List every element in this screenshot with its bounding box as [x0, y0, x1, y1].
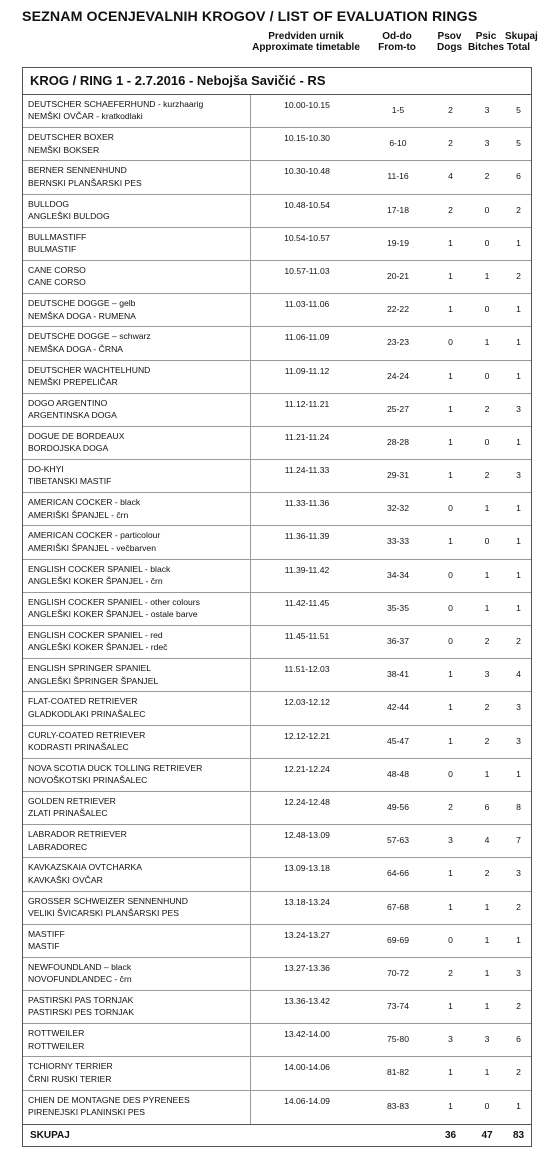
table-row: [23, 825, 531, 858]
breed-name-original: ENGLISH COCKER SPANIEL - other colours: [28, 596, 200, 607]
timetable-cell: 11.24-11.33: [284, 465, 330, 476]
bitches-cell: 2: [484, 702, 490, 713]
bitches-cell: 2: [484, 470, 490, 481]
from-to-cell: 83-83: [387, 1100, 409, 1111]
breed-cell: [23, 958, 251, 990]
table-row: [23, 925, 531, 958]
from-to-cell: 57-63: [387, 835, 409, 846]
bitches-cell: 1: [484, 934, 490, 945]
breed-name-original: DEUTSCHER SCHAEFERHUND - kurzhaarig: [28, 99, 204, 109]
total-cell: 3: [516, 403, 521, 414]
timetable-cell: 13.27-13.36: [284, 962, 330, 973]
breed-name-original: BERNER SENNENHUND: [28, 165, 127, 176]
from-to-cell: 28-28: [387, 436, 409, 447]
dogs-cell: 2: [448, 801, 453, 812]
timetable-cell: 11.45-11.51: [284, 631, 330, 641]
timetable-cell: 11.39-11.42: [284, 564, 330, 575]
breed-name-slovene: ANGLEŠKI KOKER ŠPANJEL - ostale barve: [28, 609, 198, 620]
timetable-cell: 11.06-11.09: [284, 332, 330, 343]
table-row: [23, 958, 531, 991]
bitches-cell: 1: [484, 602, 490, 613]
breed-name-original: FLAT-COATED RETRIEVER: [28, 696, 138, 707]
total-cell: 1: [516, 237, 521, 248]
breed-name-original: TCHIORNY TERRIER: [28, 1061, 113, 1072]
breed-name-original: ROTTWEILER: [28, 1028, 85, 1039]
table-row: [23, 726, 531, 759]
breed-cell: [23, 460, 251, 492]
timetable-cell: 11.42-11.45: [284, 597, 330, 608]
table-row: [23, 692, 531, 725]
breed-name-slovene: NEMŠKA DOGA - RUMENA: [28, 310, 136, 321]
bitches-cell: 0: [484, 370, 490, 381]
table-row: [23, 792, 531, 825]
breed-name-original: ENGLISH COCKER SPANIEL - black: [28, 563, 171, 574]
bitches-cell: 2: [484, 868, 490, 879]
bitches-cell: 0: [484, 304, 490, 315]
breed-name-original: GROSSER SCHWEIZER SENNENHUND: [28, 895, 188, 906]
timetable-cell: 13.24-13.27: [284, 929, 330, 940]
total-cell: 2: [516, 270, 521, 281]
from-to-cell: 64-66: [387, 868, 409, 879]
timetable-cell: 13.18-13.24: [284, 896, 330, 907]
breed-name-slovene: NEMŠKI BOKSER: [28, 144, 100, 155]
header-timetable: Predviden urnik Approximate timetable: [252, 31, 360, 53]
table-row: [23, 394, 531, 427]
breed-name-slovene: LABRADOREC: [28, 841, 88, 852]
total-cell: 3: [516, 470, 521, 481]
breed-name-original: DEUTSCHER BOXER: [28, 132, 114, 143]
breed-cell: [23, 1057, 251, 1089]
total-cell: 5: [516, 138, 521, 149]
breed-name-original: NOVA SCOTIA DUCK TOLLING RETRIEVER: [28, 762, 203, 773]
breed-cell: [23, 1091, 251, 1124]
total-cell: 3: [516, 868, 521, 879]
bitches-cell: 3: [484, 138, 490, 149]
timetable-cell: 12.48-13.09: [284, 830, 330, 841]
bitches-cell: 3: [484, 1034, 490, 1045]
total-cell: 3: [516, 735, 521, 746]
table-row: [23, 1024, 531, 1057]
bitches-cell: 1: [484, 1067, 490, 1078]
breed-name-original: DEUTSCHE DOGGE – schwarz: [28, 331, 151, 342]
timetable-cell: 11.09-11.12: [284, 365, 330, 376]
breed-name-original: BULLMASTIFF: [28, 231, 87, 242]
dogs-cell: 2: [448, 204, 453, 215]
breed-name-original: DEUTSCHER WACHTELHUND: [28, 364, 151, 375]
breed-name-slovene: MASTIF: [28, 941, 60, 952]
from-to-cell: 42-44: [387, 702, 409, 713]
breed-name-slovene: TIBETANSKI MASTIF: [28, 476, 112, 487]
total-cell: 2: [516, 204, 521, 215]
breed-name-slovene: NOVOFUNDLANDEC - črn: [28, 974, 132, 985]
bitches-cell: 0: [484, 237, 490, 248]
breed-name-original: CURLY-COATED RETRIEVER: [28, 729, 146, 740]
table-row: [23, 1057, 531, 1090]
totals-bitches: 47: [481, 1129, 493, 1141]
from-to-cell: 73-74: [387, 1001, 409, 1012]
breed-name-original: DEUTSCHE DOGGE – gelb: [28, 298, 136, 309]
breed-name-original: CHIEN DE MONTAGNE DES PYRENEES: [28, 1094, 190, 1105]
breed-name-original: GOLDEN RETRIEVER: [28, 795, 116, 806]
rings-table: [22, 67, 532, 1147]
timetable-cell: 11.51-12.03: [284, 664, 330, 675]
header-total: Skupaj Total: [505, 31, 538, 53]
breed-name-original: BULLDOG: [28, 198, 70, 209]
bitches-cell: 4: [484, 835, 490, 846]
from-to-cell: 67-68: [387, 901, 409, 912]
breed-name-slovene: GLADKODLAKI PRINAŠALEC: [28, 708, 146, 719]
table-row: [23, 759, 531, 792]
bitches-cell: 6: [484, 801, 490, 812]
breed-name-slovene: ANGLEŠKI KOKER ŠPANJEL - rdeč: [28, 642, 168, 653]
breed-cell: [23, 692, 251, 724]
dogs-cell: 1: [448, 237, 453, 248]
breed-name-slovene: BULMASTIF: [28, 244, 77, 255]
totals-total: 83: [512, 1129, 525, 1141]
breed-name-slovene: CANE CORSO: [28, 277, 86, 288]
breed-name-original: PASTIRSKI PAS TORNJAK: [28, 995, 134, 1006]
from-to-cell: 24-24: [387, 370, 409, 381]
table-row: [23, 991, 531, 1024]
table-row: [23, 294, 531, 327]
bitches-cell: 0: [484, 1100, 490, 1111]
breed-cell: [23, 394, 251, 426]
from-to-cell: 6-10: [389, 138, 407, 149]
breed-name-slovene: ZLATI PRINAŠALEC: [28, 808, 108, 819]
from-to-cell: 48-48: [387, 768, 409, 779]
breed-cell: [23, 759, 251, 791]
total-cell: 1: [516, 503, 521, 514]
breed-cell: [23, 825, 251, 857]
breed-name-slovene: NEMŠKA DOGA - ČRNA: [28, 343, 124, 354]
table-row: [23, 593, 531, 626]
dogs-cell: 1: [448, 1100, 453, 1111]
bitches-cell: 0: [484, 536, 490, 547]
breed-name-original: ENGLISH SPRINGER SPANIEL: [28, 663, 152, 674]
dogs-cell: 1: [448, 304, 453, 315]
breed-name-original: KAVKAZSKAIA OVTCHARKA: [28, 862, 142, 873]
dogs-cell: 0: [448, 337, 453, 348]
table-row: [23, 526, 531, 559]
dogs-cell: 0: [448, 569, 453, 580]
from-to-cell: 22-22: [387, 304, 409, 315]
breed-name-slovene: PASTIRSKI PES TORNJAK: [28, 1007, 135, 1018]
breed-name-original: AMERICAN COCKER - black: [28, 497, 141, 508]
breed-cell: [23, 128, 251, 160]
timetable-cell: 11.21-11.24: [284, 431, 330, 442]
dogs-cell: 3: [448, 835, 453, 846]
total-cell: 1: [516, 436, 521, 447]
breed-name-slovene: NEMŠKI PREPELIČAR: [28, 376, 118, 387]
table-row: [23, 626, 531, 659]
timetable-cell: 10.15-10.30: [284, 133, 330, 144]
breed-name-slovene: PIRENEJSKI PLANINSKI PES: [28, 1107, 146, 1118]
header-bitches: Psic Bitches: [467, 31, 505, 53]
from-to-cell: 19-19: [387, 237, 409, 248]
breed-cell: [23, 427, 251, 459]
total-cell: 1: [516, 768, 521, 779]
total-cell: 1: [516, 934, 521, 945]
timetable-cell: 10.54-10.57: [284, 232, 330, 243]
from-to-cell: 32-32: [387, 503, 409, 514]
from-to-cell: 70-72: [387, 967, 409, 978]
ring-title: KROG / RING 1 - 2.7.2016 - Nebojša Savičić - RS: [23, 68, 531, 95]
dogs-cell: 1: [448, 669, 453, 680]
from-to-cell: 33-33: [387, 536, 409, 547]
breed-name-original: CANE CORSO: [28, 264, 86, 275]
from-to-cell: 69-69: [387, 934, 409, 945]
breed-name-slovene: KAVKAŠKI OVČAR: [28, 874, 103, 885]
dogs-cell: 1: [448, 436, 453, 447]
header-dogs: Psov Dogs: [437, 31, 462, 53]
timetable-cell: 13.42-14.00: [284, 1029, 330, 1040]
breed-cell: [23, 294, 251, 326]
total-cell: 2: [516, 1067, 521, 1078]
dogs-cell: 0: [448, 602, 453, 613]
bitches-cell: 1: [484, 270, 490, 281]
dogs-cell: 0: [448, 503, 453, 514]
dogs-cell: 1: [448, 403, 453, 414]
table-row: [23, 858, 531, 891]
breed-cell: [23, 195, 251, 227]
dogs-cell: 1: [448, 536, 453, 547]
from-to-cell: 75-80: [387, 1034, 409, 1045]
bitches-cell: 1: [484, 1001, 490, 1012]
dogs-cell: 0: [448, 934, 453, 945]
breed-name-slovene: KODRASTI PRINAŠALEC: [28, 741, 129, 752]
total-cell: 1: [516, 602, 521, 613]
breed-cell: [23, 991, 251, 1023]
dogs-cell: 2: [448, 138, 453, 149]
breed-cell: [23, 560, 251, 592]
breed-cell: [23, 361, 251, 393]
dogs-cell: 1: [448, 901, 453, 912]
table-row: [23, 560, 531, 593]
table-row: [23, 327, 531, 360]
table-row: [23, 95, 531, 128]
breed-cell: [23, 261, 251, 293]
breed-name-original: MASTIFF: [28, 928, 65, 939]
breed-name-original: NEWFOUNDLAND – black: [28, 961, 132, 972]
bitches-cell: 1: [484, 337, 490, 348]
breed-cell: [23, 95, 251, 127]
table-row: [23, 261, 531, 294]
from-to-cell: 36-37: [387, 636, 409, 646]
breed-cell: [23, 593, 251, 625]
breed-name-slovene: NOVOŠKOTSKI PRINAŠALEC: [28, 775, 148, 786]
totals-row: [23, 1124, 531, 1146]
timetable-cell: 11.33-11.36: [284, 498, 330, 509]
breed-cell: [23, 659, 251, 691]
table-row: [23, 361, 531, 394]
table-row: [23, 228, 531, 261]
total-cell: 1: [516, 1100, 521, 1111]
from-to-cell: 34-34: [387, 569, 409, 580]
dogs-cell: 1: [448, 270, 453, 281]
header-from-to: Od-do From-to: [378, 31, 416, 53]
from-to-cell: 23-23: [387, 337, 409, 348]
dogs-cell: 1: [448, 470, 453, 481]
timetable-cell: 10.48-10.54: [284, 199, 330, 210]
breed-cell: [23, 626, 251, 658]
breed-cell: [23, 792, 251, 824]
breed-name-slovene: ANGLEŠKI KOKER ŠPANJEL - črn: [28, 576, 163, 587]
table-body: [23, 95, 531, 1124]
column-headers: [22, 31, 538, 67]
timetable-cell: 10.57-11.03: [284, 265, 330, 276]
timetable-cell: 14.06-14.09: [284, 1095, 330, 1106]
table-row: [23, 1091, 531, 1124]
total-cell: 5: [516, 105, 521, 115]
breed-name-slovene: ANGLEŠKI ŠPRINGER ŠPANJEL: [28, 675, 159, 686]
table-row: [23, 128, 531, 161]
total-cell: 4: [516, 669, 521, 680]
bitches-cell: 1: [484, 768, 490, 779]
breed-cell: [23, 161, 251, 193]
breed-name-slovene: NEMŠKI OVČAR - kratkodlaki: [28, 111, 143, 122]
table-row: [23, 659, 531, 692]
breed-cell: [23, 1024, 251, 1056]
from-to-cell: 49-56: [387, 801, 409, 812]
breed-name-original: AMERICAN COCKER - particolour: [28, 530, 161, 541]
breed-name-slovene: AMERIŠKI ŠPANJEL - črn: [28, 509, 129, 520]
totals-dogs: 36: [444, 1129, 457, 1141]
dogs-cell: 2: [448, 105, 453, 115]
breed-cell: [23, 892, 251, 924]
breed-name-original: ENGLISH COCKER SPANIEL - red: [28, 630, 163, 640]
total-cell: 1: [516, 569, 521, 580]
breed-name-slovene: BORDOJSKA DOGA: [28, 443, 109, 454]
dogs-cell: 0: [448, 768, 453, 779]
dogs-cell: 1: [448, 868, 453, 879]
from-to-cell: 29-31: [387, 470, 409, 481]
from-to-cell: 35-35: [387, 602, 409, 613]
bitches-cell: 3: [484, 669, 490, 680]
from-to-cell: 20-21: [387, 270, 409, 281]
bitches-cell: 2: [484, 171, 490, 182]
bitches-cell: 1: [484, 569, 490, 580]
breed-cell: [23, 228, 251, 260]
bitches-cell: 1: [484, 503, 490, 514]
bitches-cell: 0: [484, 436, 490, 447]
timetable-cell: 10.30-10.48: [284, 166, 330, 177]
timetable-cell: 13.36-13.42: [284, 996, 330, 1007]
from-to-cell: 25-27: [387, 403, 409, 414]
from-to-cell: 45-47: [387, 735, 409, 746]
document-title: SEZNAM OCENJEVALNIH KROGOV / LIST OF EVALUATION RINGS: [22, 9, 478, 25]
timetable-cell: 11.36-11.39: [284, 531, 330, 542]
timetable-cell: 11.12-11.21: [284, 398, 330, 409]
dogs-cell: 3: [448, 1034, 453, 1045]
table-row: [23, 493, 531, 526]
breed-name-slovene: ROTTWEILER: [28, 1040, 85, 1051]
total-cell: 2: [516, 1001, 521, 1012]
table-row: [23, 892, 531, 925]
breed-cell: [23, 858, 251, 890]
bitches-cell: 0: [484, 204, 490, 215]
total-cell: 3: [516, 967, 521, 978]
from-to-cell: 11-16: [387, 171, 409, 182]
total-cell: 6: [516, 1034, 521, 1045]
table-row: [23, 161, 531, 194]
total-cell: 1: [516, 337, 521, 348]
table-row: [23, 460, 531, 493]
dogs-cell: 1: [448, 1001, 453, 1012]
totals-label: SKUPAJ: [30, 1129, 70, 1141]
breed-name-slovene: ARGENTINSKA DOGA: [28, 410, 117, 421]
total-cell: 3: [516, 702, 521, 713]
timetable-cell: 12.03-12.12: [284, 697, 330, 708]
breed-name-slovene: VELIKI ŠVICARSKI PLANŠARSKI PES: [28, 907, 179, 918]
total-cell: 8: [516, 801, 521, 812]
breed-name-original: DOGUE DE BORDEAUX: [28, 430, 125, 441]
dogs-cell: 1: [448, 1067, 453, 1078]
breed-name-original: DO-KHYI: [28, 464, 64, 475]
timetable-cell: 12.12-12.21: [284, 730, 330, 741]
timetable-cell: 14.00-14.06: [284, 1062, 330, 1073]
dogs-cell: 0: [448, 636, 453, 646]
from-to-cell: 38-41: [387, 669, 409, 680]
breed-cell: [23, 327, 251, 359]
bitches-cell: 3: [484, 105, 490, 115]
timetable-cell: 13.09-13.18: [284, 863, 330, 874]
dogs-cell: 2: [448, 967, 453, 978]
breed-name-slovene: BERNSKI PLANŠARSKI PES: [28, 177, 142, 188]
breed-name-slovene: ČRNI RUSKI TERIER: [28, 1073, 112, 1084]
dogs-cell: 1: [448, 735, 453, 746]
breed-name-original: DOGO ARGENTINO: [28, 397, 108, 408]
timetable-cell: 11.03-11.06: [284, 299, 330, 310]
breed-cell: [23, 925, 251, 957]
total-cell: 1: [516, 304, 521, 315]
table-row: [23, 195, 531, 228]
dogs-cell: 1: [448, 702, 453, 713]
total-cell: 1: [516, 536, 521, 547]
from-to-cell: 17-18: [387, 204, 409, 215]
bitches-cell: 1: [484, 901, 490, 912]
dogs-cell: 1: [448, 370, 453, 381]
total-cell: 1: [516, 370, 521, 381]
bitches-cell: 2: [484, 403, 490, 414]
timetable-cell: 12.24-12.48: [284, 796, 330, 807]
timetable-cell: 10.00-10.15: [284, 100, 330, 110]
total-cell: 6: [516, 171, 521, 182]
breed-cell: [23, 726, 251, 758]
from-to-cell: 81-82: [387, 1067, 409, 1078]
total-cell: 7: [516, 835, 521, 846]
from-to-cell: 1-5: [391, 105, 405, 115]
timetable-cell: 12.21-12.24: [284, 763, 330, 774]
dogs-cell: 4: [448, 171, 453, 182]
bitches-cell: 1: [484, 967, 490, 978]
total-cell: 2: [516, 901, 521, 912]
bitches-cell: 2: [484, 735, 490, 746]
breed-name-slovene: ANGLEŠKI BULDOG: [28, 210, 110, 221]
table-row: [23, 427, 531, 460]
breed-name-original: LABRADOR RETRIEVER: [28, 829, 127, 840]
breed-name-slovene: AMERIŠKI ŠPANJEL - večbarven: [28, 542, 156, 553]
bitches-cell: 2: [484, 636, 490, 646]
breed-cell: [23, 526, 251, 558]
breed-cell: [23, 493, 251, 525]
total-cell: 2: [516, 636, 521, 646]
